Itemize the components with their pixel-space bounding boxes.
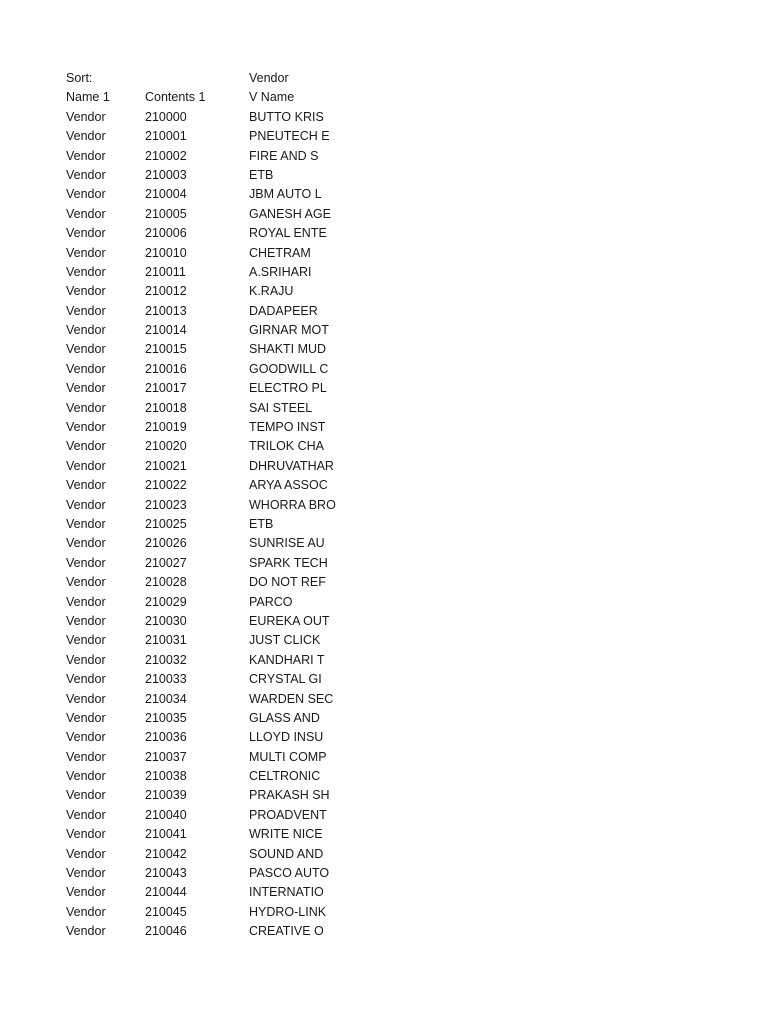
row-vname-cell: SHAKTI MUD bbox=[249, 342, 327, 357]
row-vname-cell: PARCO bbox=[249, 594, 293, 609]
row-contents-cell: 210003 bbox=[145, 167, 187, 182]
row-vname-cell: CREATIVE O bbox=[249, 924, 324, 939]
row-contents-cell: 210020 bbox=[145, 439, 187, 454]
row-contents-cell: 210017 bbox=[145, 381, 187, 396]
header-row-columns bbox=[66, 88, 706, 107]
row-contents-cell: 210046 bbox=[145, 924, 187, 939]
row-name-cell: Vendor bbox=[66, 400, 106, 415]
table-row bbox=[66, 825, 706, 844]
header-row-sort bbox=[66, 69, 706, 88]
row-name-cell: Vendor bbox=[66, 206, 106, 221]
row-vname-cell: SUNRISE AU bbox=[249, 536, 325, 551]
row-name-cell: Vendor bbox=[66, 439, 106, 454]
row-contents-cell: 210011 bbox=[145, 264, 186, 279]
row-contents-cell: 210027 bbox=[145, 555, 187, 570]
row-name-cell: Vendor bbox=[66, 284, 106, 299]
row-contents-cell: 210021 bbox=[145, 458, 187, 473]
row-name-cell: Vendor bbox=[66, 788, 106, 803]
row-vname-cell: PROADVENT bbox=[249, 807, 327, 822]
row-vname-cell: GANESH AGE bbox=[249, 206, 331, 221]
column-header-name: Name 1 bbox=[66, 90, 110, 105]
row-contents-cell: 210040 bbox=[145, 807, 187, 822]
row-name-cell: Vendor bbox=[66, 361, 106, 376]
table-row bbox=[66, 476, 706, 495]
row-vname-cell: JBM AUTO L bbox=[249, 187, 322, 202]
row-contents-cell: 210010 bbox=[145, 245, 187, 260]
table-row bbox=[66, 244, 706, 263]
row-contents-cell: 210019 bbox=[145, 420, 187, 435]
row-contents-cell: 210032 bbox=[145, 652, 187, 667]
row-name-cell: Vendor bbox=[66, 187, 106, 202]
table-row bbox=[66, 883, 706, 902]
table-row bbox=[66, 418, 706, 437]
row-name-cell: Vendor bbox=[66, 226, 106, 241]
row-vname-cell: SOUND AND bbox=[249, 846, 324, 861]
row-contents-cell: 210045 bbox=[145, 904, 187, 919]
table-row bbox=[66, 690, 706, 709]
column-header-contents: Contents 1 bbox=[145, 90, 206, 105]
row-name-cell: Vendor bbox=[66, 167, 106, 182]
row-vname-cell: MULTI COMP bbox=[249, 749, 327, 764]
row-vname-cell: ELECTRO PL bbox=[249, 381, 327, 396]
row-name-cell: Vendor bbox=[66, 613, 106, 628]
row-contents-cell: 210031 bbox=[145, 633, 187, 648]
table-row bbox=[66, 185, 706, 204]
row-name-cell: Vendor bbox=[66, 827, 106, 842]
row-contents-cell: 210043 bbox=[145, 866, 187, 881]
table-row bbox=[66, 127, 706, 146]
row-name-cell: Vendor bbox=[66, 594, 106, 609]
row-vname-cell: EUREKA OUT bbox=[249, 613, 330, 628]
table-row bbox=[66, 379, 706, 398]
row-contents-cell: 210042 bbox=[145, 846, 187, 861]
row-name-cell: Vendor bbox=[66, 342, 106, 357]
row-vname-cell: ARYA ASSOC bbox=[249, 478, 328, 493]
row-name-cell: Vendor bbox=[66, 807, 106, 822]
table-row bbox=[66, 147, 706, 166]
row-name-cell: Vendor bbox=[66, 904, 106, 919]
table-row bbox=[66, 903, 706, 922]
column-header-vname: V Name bbox=[249, 90, 295, 105]
table-row bbox=[66, 845, 706, 864]
row-vname-cell: WRITE NICE bbox=[249, 827, 323, 842]
row-name-cell: Vendor bbox=[66, 478, 106, 493]
row-contents-cell: 210033 bbox=[145, 672, 187, 687]
row-contents-cell: 210022 bbox=[145, 478, 187, 493]
row-vname-cell: CRYSTAL GI bbox=[249, 672, 322, 687]
row-name-cell: Vendor bbox=[66, 710, 106, 725]
table-row bbox=[66, 709, 706, 728]
table-row bbox=[66, 593, 706, 612]
row-contents-cell: 210002 bbox=[145, 148, 187, 163]
row-name-cell: Vendor bbox=[66, 866, 106, 881]
row-name-cell: Vendor bbox=[66, 303, 106, 318]
row-contents-cell: 210036 bbox=[145, 730, 187, 745]
row-contents-cell: 210012 bbox=[145, 284, 187, 299]
row-name-cell: Vendor bbox=[66, 129, 106, 144]
table-row bbox=[66, 748, 706, 767]
row-contents-cell: 210029 bbox=[145, 594, 187, 609]
row-vname-cell: SAI STEEL bbox=[249, 400, 313, 415]
table-row bbox=[66, 166, 706, 185]
row-vname-cell: LLOYD INSU bbox=[249, 730, 324, 745]
table-row bbox=[66, 612, 706, 631]
row-vname-cell: HYDRO-LINK bbox=[249, 904, 327, 919]
table-row bbox=[66, 205, 706, 224]
row-contents-cell: 210006 bbox=[145, 226, 187, 241]
row-name-cell: Vendor bbox=[66, 575, 106, 590]
row-contents-cell: 210044 bbox=[145, 885, 187, 900]
table-row bbox=[66, 651, 706, 670]
row-contents-cell: 210038 bbox=[145, 769, 187, 784]
row-vname-cell: DADAPEER bbox=[249, 303, 318, 318]
row-contents-cell: 210023 bbox=[145, 497, 187, 512]
table-row bbox=[66, 108, 706, 127]
table-row bbox=[66, 282, 706, 301]
row-vname-cell: KANDHARI T bbox=[249, 652, 325, 667]
row-vname-cell: CELTRONIC bbox=[249, 769, 321, 784]
row-name-cell: Vendor bbox=[66, 633, 106, 648]
table-row bbox=[66, 573, 706, 592]
table-row bbox=[66, 437, 706, 456]
row-vname-cell: JUST CLICK bbox=[249, 633, 321, 648]
row-vname-cell: WHORRA BRO bbox=[249, 497, 336, 512]
row-contents-cell: 210026 bbox=[145, 536, 187, 551]
row-vname-cell: PNEUTECH E bbox=[249, 129, 330, 144]
row-name-cell: Vendor bbox=[66, 148, 106, 163]
row-vname-cell: WARDEN SEC bbox=[249, 691, 334, 706]
row-vname-cell: PRAKASH SH bbox=[249, 788, 330, 803]
row-name-cell: Vendor bbox=[66, 497, 106, 512]
row-name-cell: Vendor bbox=[66, 536, 106, 551]
row-name-cell: Vendor bbox=[66, 555, 106, 570]
row-name-cell: Vendor bbox=[66, 769, 106, 784]
table-row bbox=[66, 399, 706, 418]
table-row bbox=[66, 534, 706, 553]
table-row bbox=[66, 360, 706, 379]
row-contents-cell: 210025 bbox=[145, 516, 187, 531]
row-vname-cell: SPARK TECH bbox=[249, 555, 328, 570]
row-vname-cell: FIRE AND S bbox=[249, 148, 319, 163]
row-contents-cell: 210037 bbox=[145, 749, 187, 764]
table-row bbox=[66, 302, 706, 321]
table-row bbox=[66, 515, 706, 534]
row-name-cell: Vendor bbox=[66, 109, 106, 124]
table-row bbox=[66, 554, 706, 573]
row-vname-cell: ETB bbox=[249, 516, 274, 531]
row-name-cell: Vendor bbox=[66, 749, 106, 764]
table-row bbox=[66, 806, 706, 825]
row-name-cell: Vendor bbox=[66, 924, 106, 939]
row-contents-cell: 210028 bbox=[145, 575, 187, 590]
row-vname-cell: CHETRAM bbox=[249, 245, 311, 260]
table-row bbox=[66, 728, 706, 747]
table-row bbox=[66, 922, 706, 941]
table-row bbox=[66, 767, 706, 786]
table-row bbox=[66, 864, 706, 883]
row-vname-cell: ETB bbox=[249, 167, 274, 182]
table-row bbox=[66, 340, 706, 359]
row-name-cell: Vendor bbox=[66, 691, 106, 706]
row-vname-cell: A.SRIHARI bbox=[249, 264, 312, 279]
row-vname-cell: BUTTO KRIS bbox=[249, 109, 324, 124]
row-name-cell: Vendor bbox=[66, 458, 106, 473]
table-row bbox=[66, 263, 706, 282]
table-row bbox=[66, 631, 706, 650]
row-name-cell: Vendor bbox=[66, 730, 106, 745]
row-name-cell: Vendor bbox=[66, 885, 106, 900]
row-vname-cell: PASCO AUTO bbox=[249, 866, 330, 881]
table-row bbox=[66, 670, 706, 689]
table-row bbox=[66, 786, 706, 805]
vendor-sheet bbox=[66, 69, 706, 942]
row-contents-cell: 210016 bbox=[145, 361, 187, 376]
row-name-cell: Vendor bbox=[66, 323, 106, 338]
row-name-cell: Vendor bbox=[66, 516, 106, 531]
row-vname-cell: GLASS AND bbox=[249, 710, 320, 725]
row-vname-cell: DHRUVATHAR bbox=[249, 458, 334, 473]
row-vname-cell: TEMPO INST bbox=[249, 420, 326, 435]
row-vname-cell: ROYAL ENTE bbox=[249, 226, 327, 241]
row-contents-cell: 210030 bbox=[145, 613, 187, 628]
row-contents-cell: 210000 bbox=[145, 109, 187, 124]
row-contents-cell: 210004 bbox=[145, 187, 187, 202]
row-contents-cell: 210041 bbox=[145, 827, 187, 842]
row-name-cell: Vendor bbox=[66, 652, 106, 667]
row-name-cell: Vendor bbox=[66, 672, 106, 687]
row-contents-cell: 210035 bbox=[145, 710, 187, 725]
row-contents-cell: 210018 bbox=[145, 400, 187, 415]
row-vname-cell: K.RAJU bbox=[249, 284, 294, 299]
row-name-cell: Vendor bbox=[66, 245, 106, 260]
sort-label: Sort: bbox=[66, 71, 93, 85]
row-name-cell: Vendor bbox=[66, 846, 106, 861]
table-row bbox=[66, 321, 706, 340]
row-contents-cell: 210034 bbox=[145, 691, 187, 706]
row-contents-cell: 210013 bbox=[145, 303, 187, 318]
row-contents-cell: 210014 bbox=[145, 323, 187, 338]
sort-vendor-label: Vendor bbox=[249, 71, 289, 85]
row-name-cell: Vendor bbox=[66, 381, 106, 396]
row-name-cell: Vendor bbox=[66, 420, 106, 435]
table-row bbox=[66, 224, 706, 243]
row-contents-cell: 210001 bbox=[145, 129, 187, 144]
table-row bbox=[66, 496, 706, 515]
row-name-cell: Vendor bbox=[66, 264, 106, 279]
vendor-rows bbox=[66, 108, 706, 942]
row-contents-cell: 210005 bbox=[145, 206, 187, 221]
row-contents-cell: 210015 bbox=[145, 342, 187, 357]
row-vname-cell: GOODWILL C bbox=[249, 361, 329, 376]
row-vname-cell: DO NOT REF bbox=[249, 575, 326, 590]
row-contents-cell: 210039 bbox=[145, 788, 187, 803]
row-vname-cell: TRILOK CHA bbox=[249, 439, 325, 454]
row-vname-cell: GIRNAR MOT bbox=[249, 323, 329, 338]
row-vname-cell: INTERNATIO bbox=[249, 885, 324, 900]
table-row bbox=[66, 457, 706, 476]
